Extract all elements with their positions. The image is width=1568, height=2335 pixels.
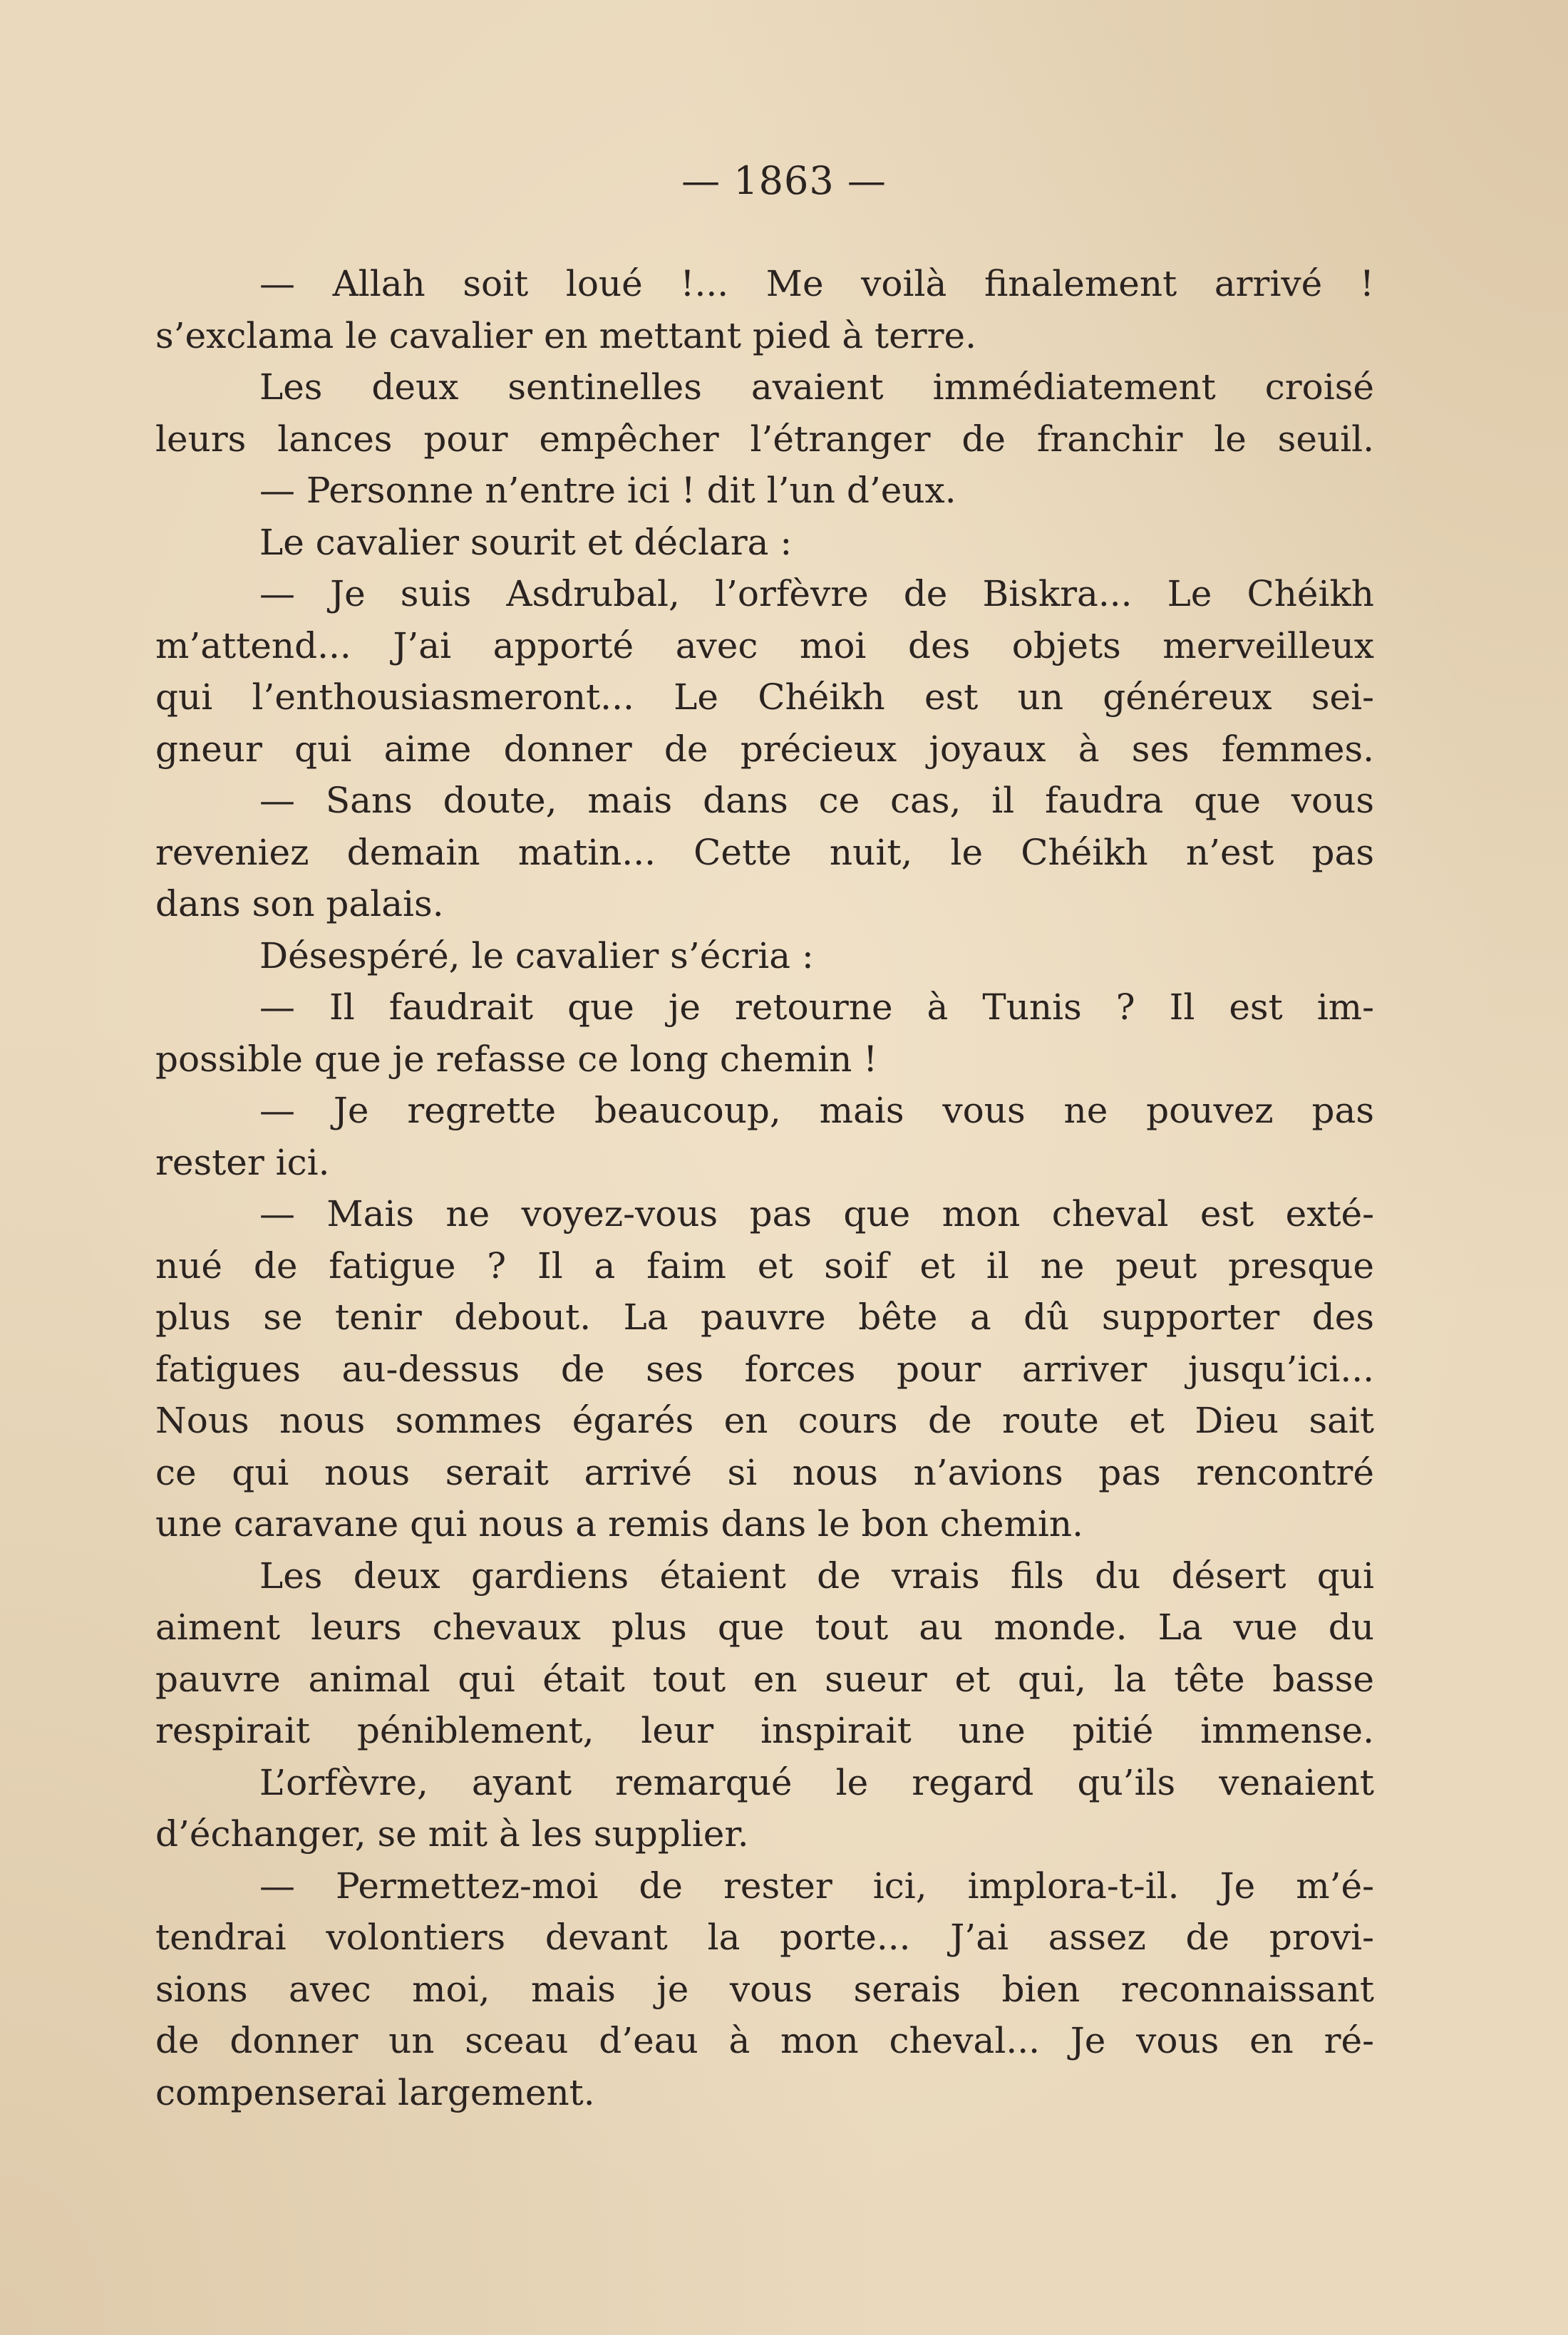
text-line: — Je regrette beaucoup, mais vous ne pouvez pas: [259, 1090, 1374, 1131]
text-line: dans son palais.: [155, 883, 444, 924]
text-line: tendrai volontiers devant la porte... J’ai assez de provi-: [155, 1917, 1374, 1958]
text-line: rester ici.: [155, 1141, 330, 1183]
text-line: d’échanger, se mit à les supplier.: [155, 1813, 749, 1855]
text-line: — Permettez-moi de rester ici, implora-t-il. Je m’é-: [259, 1865, 1374, 1907]
text-line: plus se tenir debout. La pauvre bête a dû supporter des: [155, 1297, 1374, 1338]
text-line: L’orfèvre, ayant remarqué le regard qu’ils venaient: [259, 1761, 1374, 1803]
text-line: aiment leurs chevaux plus que tout au monde. La vue du: [155, 1607, 1374, 1648]
text-line: Les deux gardiens étaient de vrais fils du désert qui: [259, 1555, 1374, 1597]
text-line: — Personne n’entre ici ! dit l’un d’eux.: [259, 470, 956, 511]
page-number: — 1863 —: [681, 158, 887, 203]
text-line: ce qui nous serait arrivé si nous n’avions pas rencontré: [155, 1451, 1374, 1493]
text-line: sions avec moi, mais je vous serais bien reconnaissant: [155, 1968, 1374, 2010]
text-line: Les deux sentinelles avaient immédiatement croisé: [259, 366, 1374, 408]
text-line: — Il faudrait que je retourne à Tunis ? Il est im-: [259, 986, 1374, 1028]
text-line: Désespéré, le cavalier s’écria :: [259, 934, 814, 976]
text-line: gneur qui aime donner de précieux joyaux à ses femmes.: [155, 728, 1374, 770]
text-line: Nous nous sommes égarés en cours de route et Dieu sait: [155, 1400, 1374, 1441]
text-line: respirait péniblement, leur inspirait une pitié immense.: [155, 1710, 1374, 1751]
text-line: reveniez demain matin... Cette nuit, le Chéikh n’est pas: [155, 831, 1374, 873]
text-line: une caravane qui nous a remis dans le bon chemin.: [155, 1503, 1084, 1545]
text-line: Le cavalier sourit et déclara :: [259, 521, 793, 563]
text-line: de donner un sceau d’eau à mon cheval... Je vous en ré-: [155, 2020, 1374, 2061]
text-line: pauvre animal qui était tout en sueur et qui, la tête basse: [155, 1658, 1374, 1700]
text-line: leurs lances pour empêcher l’étranger de franchir le seuil.: [155, 418, 1374, 460]
text-line: — Je suis Asdrubal, l’orfèvre de Biskra... Le Chéikh: [259, 573, 1374, 614]
text-line: s’exclama le cavalier en mettant pied à terre.: [155, 314, 977, 356]
text-line: qui l’enthousiasmeront... Le Chéikh est un généreux sei-: [155, 676, 1374, 718]
text-line: m’attend... J’ai apporté avec moi des objets merveilleux: [155, 624, 1374, 666]
text-line: — Mais ne voyez-vous pas que mon cheval est exté-: [259, 1193, 1374, 1234]
text-line: — Allah soit loué !... Me voilà finalement arrivé !: [259, 263, 1374, 304]
text-line: fatigues au-dessus de ses forces pour arriver jusqu’ici...: [155, 1348, 1374, 1390]
text-line: — Sans doute, mais dans ce cas, il faudra que vous: [259, 780, 1374, 821]
text-line: compenserai largement.: [155, 2071, 595, 2113]
body-text: [155, 258, 1374, 2118]
text-line: possible que je refasse ce long chemin !: [155, 1038, 878, 1080]
text-line: nué de fatigue ? Il a faim et soif et il ne peut presque: [155, 1244, 1374, 1287]
